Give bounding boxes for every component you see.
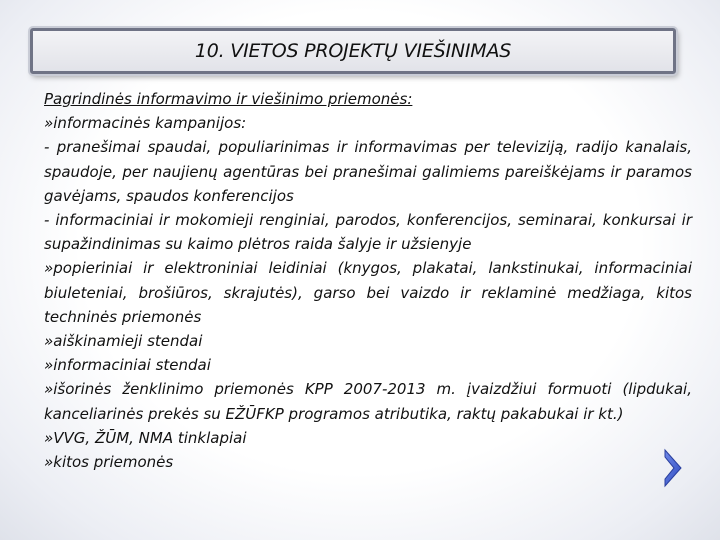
content-heading: Pagrindinės informavimo ir viešinimo priemonės: <box>44 90 413 108</box>
list-item: »informaciniai stendai <box>44 356 211 375</box>
list-item: »informacinės kampanijos: <box>44 114 247 133</box>
slide-content <box>44 87 692 474</box>
slide-title: 10. VIETOS PROJEKTŲ VIEŠINIMAS <box>194 40 512 62</box>
list-item: - informaciniai ir mokomieji renginiai, parodos, konferencijos, seminarai, konkursai ir supažindinimas su kaimo plėtros raida šalyje ir užsienyje <box>44 211 692 254</box>
list-item: »išorinės ženklinimo priemonės KPP 2007-2013 m. įvaizdžiui formuoti (lipdukai, kanceliarinės prekės su EŽŪFKP programos atributika, raktų pakabukai ir kt.) <box>44 380 692 423</box>
list-item: - pranešimai spaudai, populiarinimas ir informavimas per televiziją, radijo kanalais, spaudoje, per naujienų agentūras bei pranešimai galimiems pareiškėjams ir paramos gavėjams, spaudos konferencijos <box>44 138 692 205</box>
list-item: »popieriniai ir elektroniniai leidiniai (knygos, plakatai, lankstinukai, informaciniai biuleteniai, brošiūros, skrajutės), garso bei vaizdo ir reklaminė medžiaga, kitos techninės priemonės <box>44 259 692 326</box>
list-item: »aiškinamieji stendai <box>44 332 203 351</box>
list-item: »kitos priemonės <box>44 453 174 472</box>
list-item: »VVG, ŽŪM, NMA tinklapiai <box>44 428 247 447</box>
title-bar <box>30 28 676 74</box>
chevron-right-icon[interactable] <box>662 448 684 488</box>
